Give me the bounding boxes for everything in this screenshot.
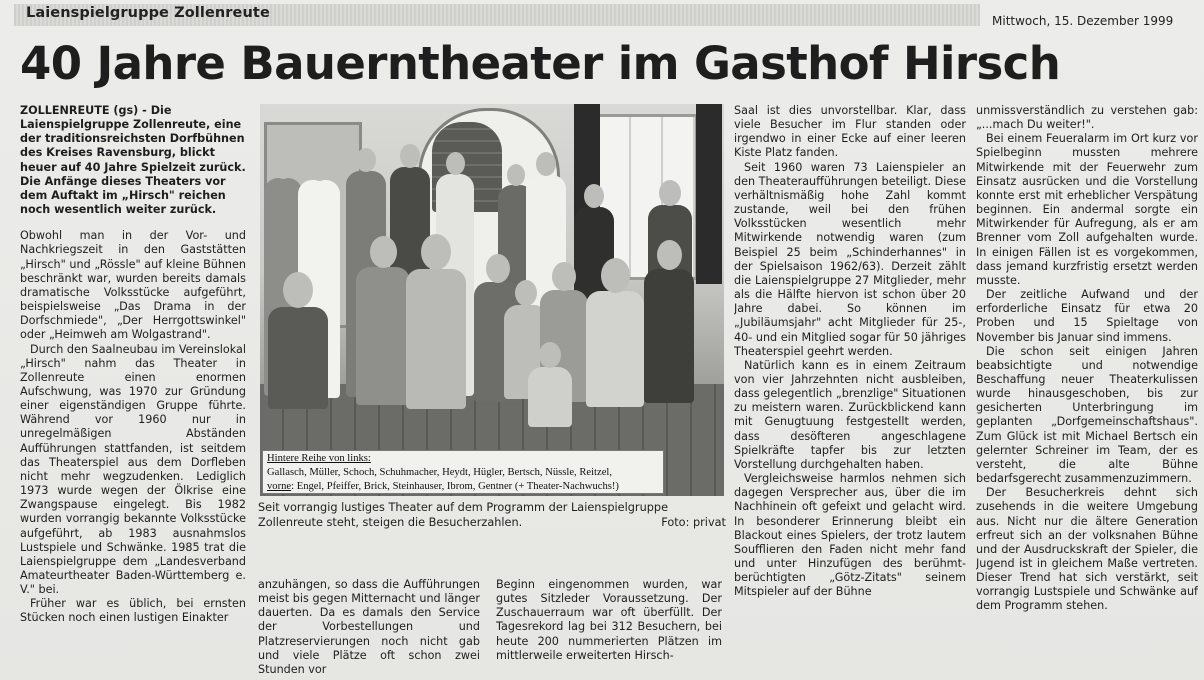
paragraph: Der zeitliche Aufwand und der erforderliche Einsatz für etwa 20 Proben und 15 Spieltage von November bis Januar sind immens. bbox=[976, 288, 1198, 344]
paragraph: Seit 1960 waren 73 Laienspieler an den Theateraufführungen beteiligt. Diese verhältnismäßig hohe Zahl kommt zustande, weil bei den frühen Volksstücken wesentlich mehr Mitwirkende notwendig waren (zum Beispiel 25 beim „Schinderhannes" in der Spielsaison 1962/63). Derzeit zählt die Laienspielgruppe 27 Mitglieder, mehr als die Hälfte hiervon ist schon über 20 Jahre dabei. So können im „Jubiläumsjahr" acht Mitglieder für 25-, 40- und ein Mitglied sogar für 50 jähriges Theaterspiel geehrt werden. bbox=[734, 160, 966, 358]
article-column-1 bbox=[20, 104, 246, 680]
paragraph: Der Besucherkreis dehnt sich zusehends in die weitere Umgebung aus. Nicht nur die ältere Generation erfreut sich an der volksnahen Bühne und der Ausdruckskraft der Spieler, die Jugend ist in gleichem Maße vertreten. Dieser Trend hat sich verstärkt, seit vorrangig Lustspiele und Schwänke auf dem Programm stehen. bbox=[976, 486, 1198, 613]
paragraph: Bei einem Feueralarm im Ort kurz vor Spielbeginn mussten mehrere Mitwirkende mit der Feuerwehr zum Einsatz ausrücken und die Vorstellung konnte erst mit erheblicher Verspätung beginnen. Ein andermal sorgte ein Mitwirkender für Aufregung, als er am Brenner vom Zoll aufgehalten wurde. In einigen Fällen ist es vorgekommen, dass jemand kurzfristig ersetzt werden musste. bbox=[976, 132, 1198, 287]
paragraph: Früher war es üblich, bei ernsten Stücken noch einen lustigen Einakter bbox=[20, 597, 246, 625]
section-label: Laienspielgruppe Zollenreute bbox=[26, 5, 270, 21]
publication-date: Mittwoch, 15. Dezember 1999 bbox=[992, 14, 1174, 28]
article-column-2 bbox=[258, 578, 480, 680]
paragraph: Vergleichsweise harmlos nehmen sich dagegen Versprecher aus, über die im Nachhinein oft gefeixt und gelacht wird. In besonderer Erinnerung bleibt ein Blackout eines Spielers, der trotz lautem Soufflieren den Faden nicht mehr fand und unter Hinzufügen des berühmt-berüchtigten „Götz-Zitats" seinem Mitspieler auf der Bühne bbox=[734, 472, 966, 599]
paragraph: Durch den Saalneubau im Vereinslokal „Hirsch" nahm das Theater in Zollenreute einen enormen Aufschwung, was 1970 zur Gründung einer eigenständigen Gruppe führte. Während vor 1960 nur in unregelmäßigen Abständen Aufführungen stattfanden, ist seitdem das Theaterspiel aus dem Dorfleben nicht mehr wegzudenken. Lediglich 1973 wurde wegen der Ölkrise eine Zwangspause eingelegt. Bis 1982 wurden vorrangig bekannte Volksstücke aufgeführt, ab 1983 ausnahmslos Lustspiele und Schwänke. 1985 trat die Laienspielgruppe dem „Landesverband Amateurtheater Baden-Württemberg e. V." bei. bbox=[20, 342, 246, 597]
article-column-3 bbox=[496, 578, 722, 680]
article-column-4 bbox=[734, 104, 966, 680]
paragraph: Beginn eingenommen wurden, war gutes Sitzleder Voraussetzung. Der Zuschauerraum war oft überfüllt. Der Tagesrekord lag bei 312 Besuchern, bei heute 200 nummerierten Plätzen im mittlerweile erweiterten Hirsch- bbox=[496, 578, 722, 662]
photo-subtitle: Seit vorrangig lustiges Theater auf dem Programm der Laienspielgruppe Zollenreute steht, steigen die Besucherzahlen. Foto: privat bbox=[258, 501, 726, 529]
headline: 40 Jahre Bauerntheater im Gasthof Hirsch bbox=[20, 37, 1061, 90]
photo-caption-box bbox=[262, 450, 664, 494]
paragraph: Saal ist dies unvorstellbar. Klar, dass viele Besucher im Flur standen oder irgendwo in einer Ecke auf einer leeren Kiste Platz fanden. bbox=[734, 104, 966, 160]
group-photo bbox=[260, 104, 724, 496]
paragraph: unmissverständlich zu verstehen gab: „...mach Du weiter!". bbox=[976, 104, 1198, 132]
photo-credit: Foto: privat bbox=[661, 516, 726, 529]
paragraph: Natürlich kann es in einem Zeitraum von vier Jahrzehnten nicht ausbleiben, dass gelegentlich „brenzlige" Situationen zu meistern waren. Zurückblickend kann mit Genugtuung festgestellt werden, dass desöfteren angeschlagene Spielkräfte tapfer bis zur letzten Vorstellung durchgehalten haben. bbox=[734, 358, 966, 471]
paragraph: anzuhängen, so dass die Aufführungen meist bis gegen Mitternacht und länger dauerten. Da es damals den Service der Vorbestellungen und Platzreservierungen noch nicht gab und viele Plätze oft schon zwei Stunden vor bbox=[258, 578, 480, 676]
caption-line: vorne: Engel, Pfeiffer, Brick, Steinhauser, Ibrom, Gentner (+ Theater-Nachwuchs!) bbox=[267, 481, 619, 492]
caption-line: Hintere Reihe von links: bbox=[267, 453, 371, 464]
paragraph: Obwohl man in der Vor- und Nachkriegszeit in den Gaststätten „Hirsch" und „Rössle" auf kleine Bühnen beschränkt war, wurden bereits damals dramatische Volksstücke aufgeführt, beispielsweise „Das Drama in der Dorfschmiede", „Der Herrgottswinkel" oder „Heimweh am Wolgastrand". bbox=[20, 229, 246, 342]
article-column-5 bbox=[976, 104, 1198, 680]
article-lead: ZOLLENREUTE (gs) - Die Laienspielgruppe Zollenreute, eine der traditionsreichsten Dorfbühnen des Kreises Ravensburg, blickt heuer auf 40 Jahre Spielzeit zurück. Die Anfänge dieses Theaters vor dem Auftakt im „Hirsch" reichen noch wesentlich weiter zurück. bbox=[20, 104, 246, 217]
caption-line: Gallasch, Müller, Schoch, Schuhmacher, Heydt, Hügler, Bertsch, Nüssle, Reitzel, bbox=[267, 467, 612, 478]
paragraph: Die schon seit einigen Jahren beabsichtigte und notwendige Beschaffung neuer Theaterkulissen wurde hinausgeschoben, bis zur gesicherten Unterbringung im geplanten „Dorfgemeinschaftshaus". Zum Glück ist mit Michael Bertsch ein gelernter Schreiner im Team, der es versteht, die alte Bühne bedarfsgerecht zusammenzuzimmern. bbox=[976, 344, 1198, 486]
